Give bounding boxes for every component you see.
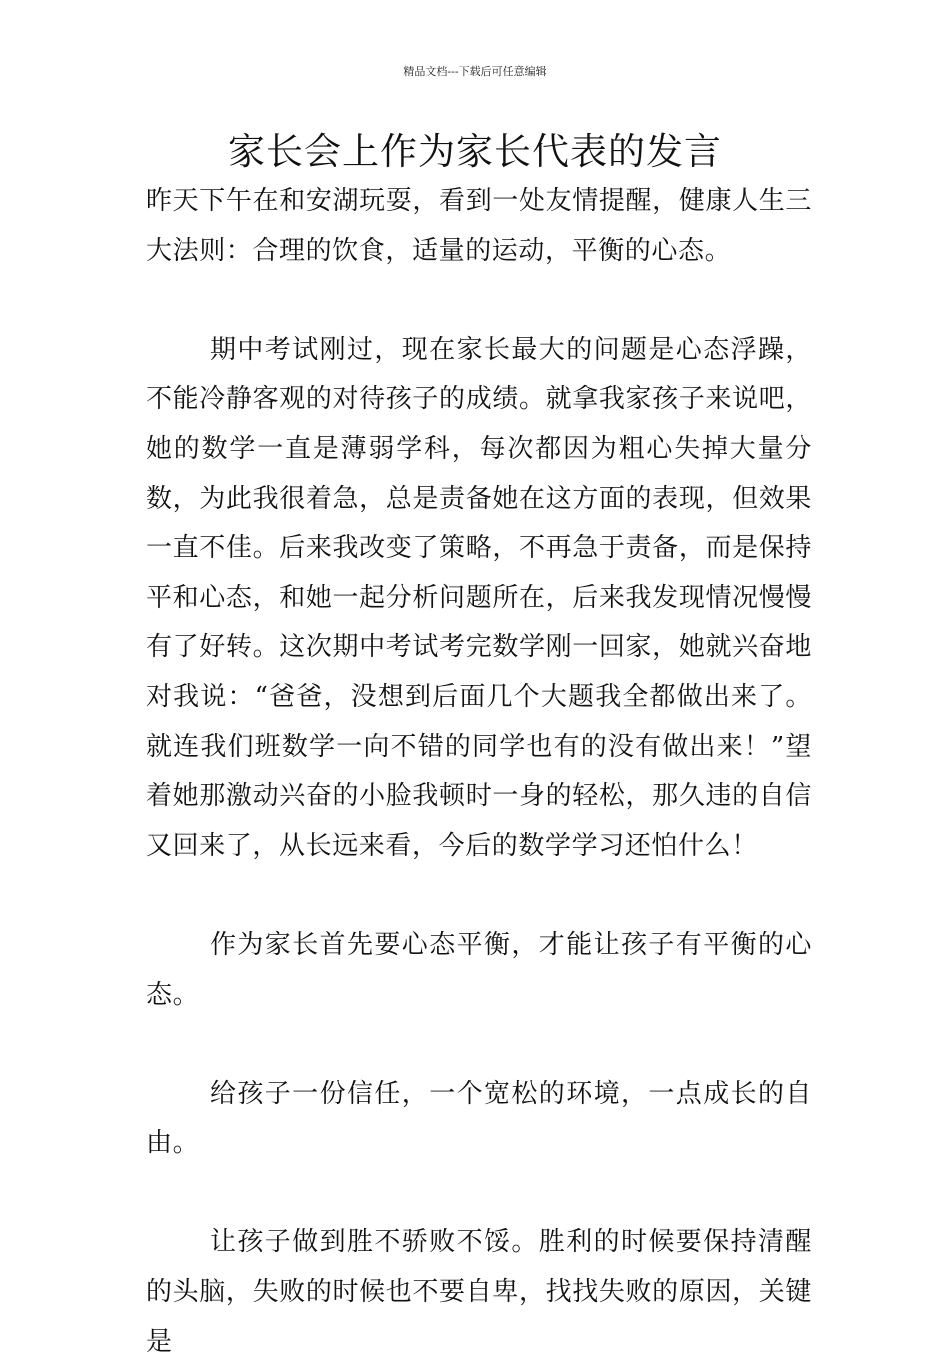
paragraph-1: 昨天下午在和安湖玩耍，看到一处友情提醒，健康人生三大法则：合理的饮食，适量的运动，平衡的心态。 — [146, 186, 812, 266]
paragraph-gap — [146, 276, 812, 326]
paragraph-gap — [146, 871, 812, 921]
paragraph-gap — [146, 1169, 812, 1219]
page-header-note: 精品文档---下载后可任意编辑 — [403, 65, 547, 78]
paragraph-3: 作为家长首先要心态平衡，才能让孩子有平衡的心态。 — [146, 929, 812, 1010]
paragraph-2: 期中考试刚过，现在家长最大的问题是心态浮躁，不能冷静客观的对待孩子的成绩。就拿我家孩子来说吧，她的数学一直是薄弱学科，每次都因为粗心失掉大量分数，为此我很着急，总是责备她在这方面的表现，但效果一直不佳。后来我改变了策略，不再急于责备，而是保持平和心态，和她一起分析问题所在，后来我发现情况慢慢有了好转。这次期中考试考完数学刚一回家，她就兴奋地对我说：“爸爸，没想到后面几个大题我全都做出来了。就连我们班数学一向不错的同学也有的没有做出来！”望着她那激动兴奋的小脸我顿时一身的轻松，那久违的自信又回来了，从长远来看，今后的数学学习还怕什么！ — [146, 334, 812, 861]
document-body — [146, 177, 812, 1367]
paragraph-5: 让孩子做到胜不骄败不馁。胜利的时候要保持清醒的头脑，失败的时候也不要自卑，找找失败的原因，关键是 — [146, 1227, 812, 1357]
paragraph-gap — [146, 1020, 812, 1070]
document-title: 家长会上作为家长代表的发言 — [228, 130, 722, 173]
paragraph-4: 给孩子一份信任，一个宽松的环境，一点成长的自由。 — [146, 1078, 812, 1159]
